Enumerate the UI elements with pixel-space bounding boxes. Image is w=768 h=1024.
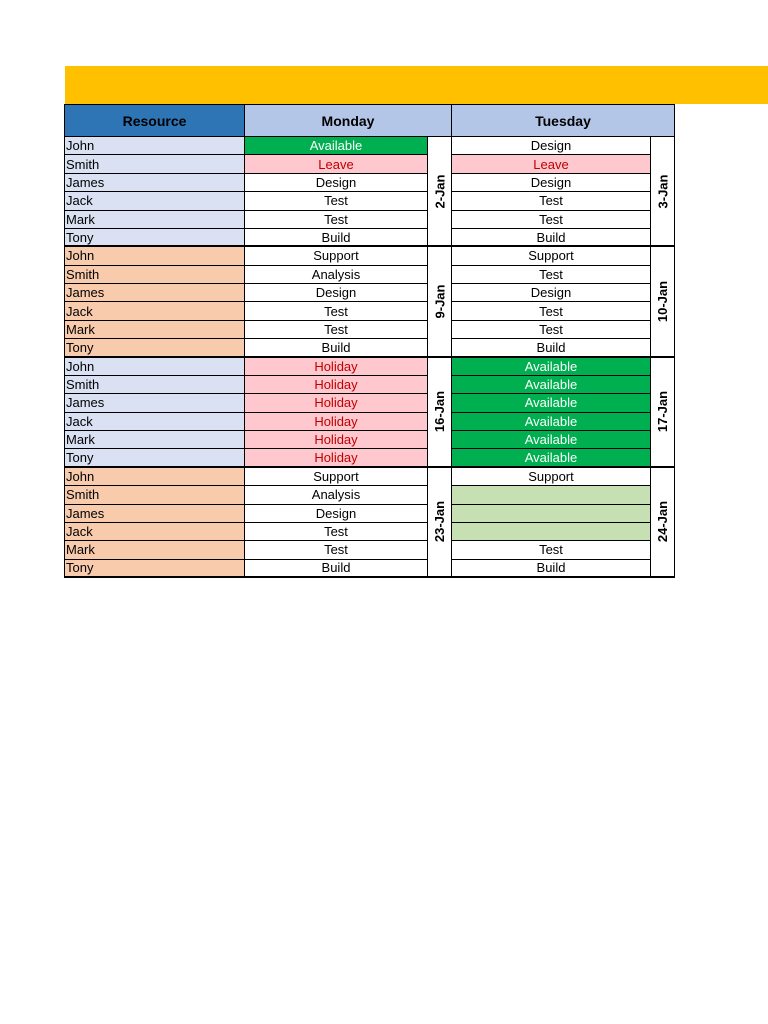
tuesday-task-cell[interactable]: Test bbox=[452, 321, 651, 339]
date-text: 16-Jan bbox=[432, 391, 448, 433]
monday-task-cell[interactable]: Test bbox=[245, 523, 428, 541]
monday-task-cell[interactable]: Test bbox=[245, 211, 428, 229]
tuesday-task-cell[interactable]: Leave bbox=[452, 155, 651, 173]
tuesday-task-cell[interactable]: Available bbox=[452, 431, 651, 449]
date-text: 9-Jan bbox=[432, 284, 447, 319]
title-bar bbox=[65, 66, 768, 104]
monday-date-label bbox=[428, 137, 452, 247]
monday-task-cell[interactable]: Support bbox=[245, 468, 428, 486]
date-text: 24-Jan bbox=[655, 501, 671, 543]
resource-name-cell[interactable]: Mark bbox=[65, 211, 245, 229]
header-tuesday: Tuesday bbox=[452, 105, 675, 137]
tuesday-task-cell[interactable]: Build bbox=[452, 339, 651, 357]
tuesday-task-cell[interactable]: Available bbox=[452, 449, 651, 467]
monday-task-cell[interactable]: Analysis bbox=[245, 266, 428, 284]
date-text: 10-Jan bbox=[655, 280, 671, 322]
tuesday-task-cell[interactable]: Support bbox=[452, 468, 651, 486]
resource-name-cell[interactable]: Smith bbox=[65, 266, 245, 284]
tuesday-task-cell[interactable] bbox=[452, 523, 651, 541]
monday-task-cell[interactable]: Holiday bbox=[245, 376, 428, 394]
monday-task-cell[interactable]: Test bbox=[245, 541, 428, 559]
monday-task-cell[interactable]: Available bbox=[245, 137, 428, 155]
tuesday-date-label bbox=[651, 358, 675, 468]
tuesday-task-cell[interactable]: Available bbox=[452, 394, 651, 412]
tuesday-task-cell[interactable]: Test bbox=[452, 541, 651, 559]
monday-task-cell[interactable]: Design bbox=[245, 174, 428, 192]
resource-name-cell[interactable]: Jack bbox=[65, 302, 245, 320]
tuesday-task-cell[interactable]: Design bbox=[452, 284, 651, 302]
tuesday-task-cell[interactable]: Design bbox=[452, 174, 651, 192]
resource-name-cell[interactable]: Jack bbox=[65, 523, 245, 541]
schedule-grid bbox=[64, 104, 675, 578]
tuesday-task-cell[interactable] bbox=[452, 505, 651, 523]
tuesday-date-label bbox=[651, 137, 675, 247]
tuesday-task-cell[interactable]: Available bbox=[452, 358, 651, 376]
date-text: 17-Jan bbox=[655, 391, 671, 433]
monday-task-cell[interactable]: Test bbox=[245, 302, 428, 320]
monday-date-label bbox=[428, 358, 452, 468]
resource-name-cell[interactable]: John bbox=[65, 468, 245, 486]
resource-name-cell[interactable]: John bbox=[65, 247, 245, 265]
resource-name-cell[interactable]: Tony bbox=[65, 339, 245, 357]
monday-task-cell[interactable]: Build bbox=[245, 339, 428, 357]
monday-task-cell[interactable]: Build bbox=[245, 560, 428, 578]
monday-task-cell[interactable]: Support bbox=[245, 247, 428, 265]
resource-name-cell[interactable]: Smith bbox=[65, 376, 245, 394]
monday-task-cell[interactable]: Test bbox=[245, 192, 428, 210]
monday-task-cell[interactable]: Holiday bbox=[245, 413, 428, 431]
resource-name-cell[interactable]: Jack bbox=[65, 192, 245, 210]
monday-date-label bbox=[428, 247, 452, 357]
resource-name-cell[interactable]: Tony bbox=[65, 560, 245, 578]
tuesday-task-cell[interactable]: Support bbox=[452, 247, 651, 265]
header-resource: Resource bbox=[65, 105, 245, 137]
tuesday-task-cell[interactable]: Available bbox=[452, 376, 651, 394]
tuesday-task-cell[interactable]: Available bbox=[452, 413, 651, 431]
header-monday: Monday bbox=[245, 105, 452, 137]
date-text: 3-Jan bbox=[655, 174, 670, 209]
tuesday-date-label bbox=[651, 247, 675, 357]
resource-name-cell[interactable]: James bbox=[65, 174, 245, 192]
tuesday-task-cell[interactable]: Build bbox=[452, 560, 651, 578]
resource-name-cell[interactable]: Smith bbox=[65, 155, 245, 173]
resource-name-cell[interactable]: James bbox=[65, 284, 245, 302]
resource-name-cell[interactable]: Mark bbox=[65, 541, 245, 559]
date-text: 2-Jan bbox=[432, 174, 447, 209]
monday-task-cell[interactable]: Holiday bbox=[245, 431, 428, 449]
resource-name-cell[interactable]: Smith bbox=[65, 486, 245, 504]
resource-name-cell[interactable]: John bbox=[65, 358, 245, 376]
tuesday-task-cell[interactable]: Test bbox=[452, 266, 651, 284]
monday-task-cell[interactable]: Holiday bbox=[245, 449, 428, 467]
monday-task-cell[interactable]: Holiday bbox=[245, 358, 428, 376]
tuesday-task-cell[interactable]: Test bbox=[452, 192, 651, 210]
monday-task-cell[interactable]: Design bbox=[245, 505, 428, 523]
monday-task-cell[interactable]: Build bbox=[245, 229, 428, 247]
resource-name-cell[interactable]: Jack bbox=[65, 413, 245, 431]
date-text: 23-Jan bbox=[432, 501, 448, 543]
resource-name-cell[interactable]: John bbox=[65, 137, 245, 155]
tuesday-task-cell[interactable]: Design bbox=[452, 137, 651, 155]
resource-name-cell[interactable]: James bbox=[65, 505, 245, 523]
resource-name-cell[interactable]: James bbox=[65, 394, 245, 412]
monday-task-cell[interactable]: Leave bbox=[245, 155, 428, 173]
resource-name-cell[interactable]: Mark bbox=[65, 321, 245, 339]
resource-name-cell[interactable]: Tony bbox=[65, 229, 245, 247]
monday-task-cell[interactable]: Analysis bbox=[245, 486, 428, 504]
resource-name-cell[interactable]: Mark bbox=[65, 431, 245, 449]
tuesday-task-cell[interactable]: Build bbox=[452, 229, 651, 247]
monday-task-cell[interactable]: Design bbox=[245, 284, 428, 302]
tuesday-task-cell[interactable]: Test bbox=[452, 211, 651, 229]
monday-task-cell[interactable]: Test bbox=[245, 321, 428, 339]
monday-date-label bbox=[428, 468, 452, 578]
resource-name-cell[interactable]: Tony bbox=[65, 449, 245, 467]
tuesday-date-label bbox=[651, 468, 675, 578]
tuesday-task-cell[interactable]: Test bbox=[452, 302, 651, 320]
monday-task-cell[interactable]: Holiday bbox=[245, 394, 428, 412]
tuesday-task-cell[interactable] bbox=[452, 486, 651, 504]
